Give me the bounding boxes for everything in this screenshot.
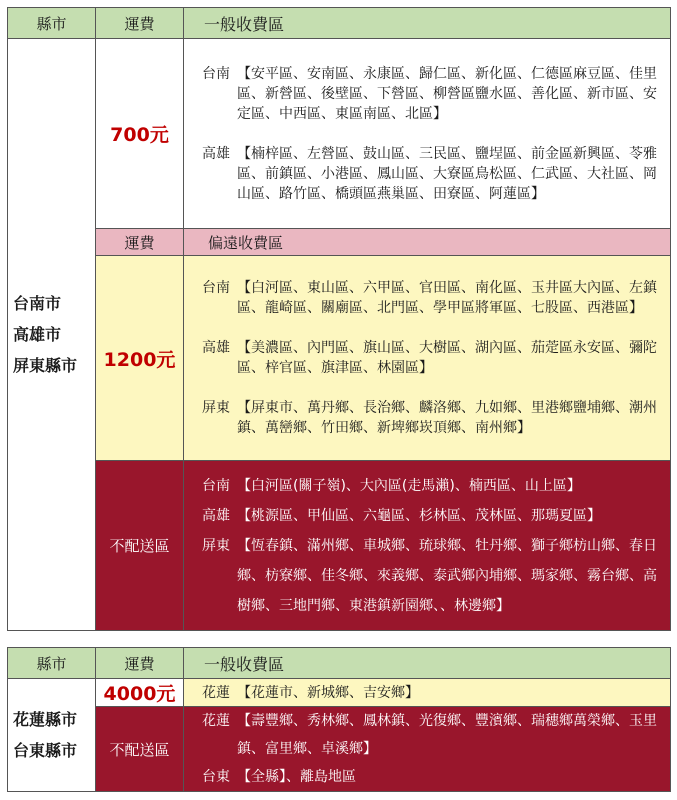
zone-city: 屏東 — [202, 537, 230, 554]
zone-header: 一般收費區 — [184, 8, 671, 39]
zone-districts: 【花蓮市、新城鄉、吉安鄉】 — [237, 684, 419, 701]
county-name: 花蓮縣市 — [13, 710, 78, 729]
zone-block — [202, 707, 670, 763]
zone-districts: 【白河區、東山區、六甲區、官田區、南化區、玉井區大內區、左鎮區、龍崎區、關廟區、北門區、學甲區將軍區、七股區、西港區】 — [237, 280, 657, 316]
remote-price: 1200元 — [96, 256, 184, 461]
remote-fee-header: 運費 — [96, 229, 184, 256]
no-delivery-label: 不配送區 — [96, 461, 184, 631]
zone-city: 高雄 — [202, 145, 230, 162]
remote-zone-list — [184, 256, 671, 461]
zone-block — [202, 683, 670, 703]
zone-districts: 【白河區(關子嶺)、大內區(走馬瀨)、楠西區、山上區】 — [237, 477, 581, 494]
general-zone-list — [184, 39, 671, 229]
zone-block — [202, 144, 670, 204]
zone-districts: 【壽豐鄉、秀林鄉、鳳林鎮、光復鄉、豐濱鄉、瑞穗鄉萬榮鄉、玉里鎮、富里鄉、卓溪鄉】 — [237, 713, 657, 757]
county-name: 台東縣市 — [13, 741, 78, 760]
county-name: 屏東縣市 — [13, 356, 78, 375]
zone-block — [202, 501, 670, 531]
no-delivery-list — [184, 461, 671, 631]
zone-block — [202, 338, 670, 378]
zone-districts: 【美濃區、內門區、旗山區、大樹區、湖內區、茄萣區永安區、彌陀區、梓官區、旗津區、林園區】 — [237, 340, 657, 376]
zone-districts: 【恆春鎮、滿州鄉、車城鄉、琉球鄉、牡丹鄉、獅子鄉枋山鄉、春日鄉、枋寮鄉、佳冬鄉、來義鄉、泰武鄉內埔鄉、瑪家鄉、霧台鄉、高樹鄉、三地門鄉、東港鎮新園鄉、、林邊鄉】 — [237, 537, 657, 614]
general-price: 4000元 — [96, 679, 184, 707]
zone-block — [202, 64, 670, 124]
no-delivery-list — [184, 707, 671, 792]
zone-block — [202, 278, 670, 318]
zone-city: 高雄 — [202, 507, 230, 524]
county-list — [8, 679, 96, 792]
fee-header: 運費 — [96, 648, 184, 679]
zone-block — [202, 398, 670, 438]
county-name: 台南市 — [13, 294, 62, 313]
general-zone-list — [184, 679, 671, 707]
general-price: 700元 — [96, 39, 184, 229]
fee-header: 運費 — [96, 8, 184, 39]
zone-block — [202, 531, 670, 621]
zone-city: 台南 — [202, 65, 230, 82]
zone-city: 高雄 — [202, 340, 230, 356]
county-header: 縣市 — [8, 648, 96, 679]
county-list — [8, 39, 96, 631]
zone-districts: 【全縣】、離島地區 — [237, 769, 356, 785]
zone-city: 花蓮 — [202, 713, 230, 729]
zone-city: 台東 — [202, 769, 230, 785]
zone-city: 台南 — [202, 280, 230, 296]
zone-block — [202, 471, 670, 501]
remote-zone-header: 偏遠收費區 — [184, 229, 671, 256]
zone-districts: 【桃源區、甲仙區、六龜區、杉林區、茂林區、那瑪夏區】 — [237, 507, 601, 524]
zone-districts: 【屏東市、萬丹鄉、長治鄉、麟洛鄉、九如鄉、里港鄉鹽埔鄉、潮州鎮、萬巒鄉、竹田鄉、新埤鄉崁頂鄉、南州鄉】 — [237, 400, 657, 436]
zone-districts: 【楠梓區、左營區、鼓山區、三民區、鹽埕區、前金區新興區、苓雅區、前鎮區、小港區、鳳山區、大寮區鳥松區、仁武區、大社區、岡山區、路竹區、橋頭區燕巢區、田寮區、阿蓮區】 — [237, 145, 657, 202]
zone-city: 屏東 — [202, 400, 230, 416]
zone-block — [202, 763, 670, 791]
no-delivery-label: 不配送區 — [96, 707, 184, 792]
zone-city: 台南 — [202, 477, 230, 494]
zone-header: 一般收費區 — [184, 648, 671, 679]
county-name: 高雄市 — [13, 325, 62, 344]
county-header: 縣市 — [8, 8, 96, 39]
zone-city: 花蓮 — [202, 684, 230, 701]
shipping-table-east — [7, 647, 671, 792]
shipping-table-south — [7, 7, 671, 631]
zone-districts: 【安平區、安南區、永康區、歸仁區、新化區、仁德區麻豆區、佳里區、新營區、後壁區、下營區、柳營區鹽水區、善化區、新市區、安定區、中西區、東區南區、北區】 — [237, 65, 657, 122]
